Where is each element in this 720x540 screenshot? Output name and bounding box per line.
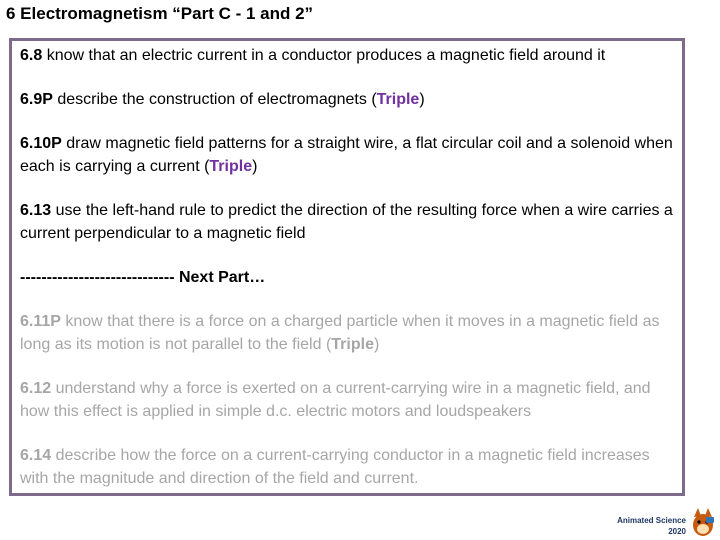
spec-item xyxy=(20,132,682,178)
spec-item xyxy=(20,199,682,245)
spec-code: 6.11P xyxy=(20,313,61,330)
spec-item xyxy=(20,444,682,490)
animated-science-logo xyxy=(617,507,716,537)
spec-text: use the left-hand rule to predict the direction of the resulting force when a wire carries a current perpendicular to a magnetic field xyxy=(20,202,673,242)
spec-suffix: ) xyxy=(419,91,425,108)
triple-tag: Triple xyxy=(331,336,374,353)
spec-code: 6.12 xyxy=(20,380,52,397)
spec-item xyxy=(20,88,682,111)
spec-text: know that there is a force on a charged particle when it moves in a magnetic field as long as its motion is not parallel to the field ( xyxy=(20,313,660,353)
spec-text: know that an electric current in a conductor produces a magnetic field around it xyxy=(42,47,606,64)
spec-code: 6.14 xyxy=(20,447,52,464)
spec-suffix: ) xyxy=(373,336,380,353)
logo-year: 2020 xyxy=(668,527,686,536)
slide-title: 6 Electromagnetism “Part C - 1 and 2” xyxy=(6,4,314,23)
spec-text: draw magnetic field patterns for a straight wire, a flat circular coil and a solenoid when each is carrying a current ( xyxy=(20,135,673,175)
spec-list xyxy=(20,44,682,511)
fox-mascot-icon xyxy=(690,507,716,537)
spec-text: understand why a force is exerted on a current-carrying wire in a magnetic field, and how this effect is applied in simple d.c. electric motors and loudspeakers xyxy=(20,380,651,420)
spec-code: 6.10P xyxy=(20,135,62,152)
logo-brand: Animated Science xyxy=(617,516,686,525)
logo-text xyxy=(617,515,686,537)
spec-suffix: ) xyxy=(252,158,258,175)
triple-tag: Triple xyxy=(376,91,420,108)
spec-text: describe how the force on a current-carrying conductor in a magnetic field increases with the magnitude and direction of the field and current. xyxy=(20,447,650,487)
spec-code: 6.13 xyxy=(20,202,52,219)
spec-item xyxy=(20,44,682,67)
next-part-divider: ----------------------------- Next Part… xyxy=(20,269,266,286)
spec-box xyxy=(9,38,685,496)
triple-tag: Triple xyxy=(209,158,253,175)
spec-code: 6.8 xyxy=(20,47,43,64)
spec-code: 6.9P xyxy=(20,91,53,108)
spec-item xyxy=(20,310,682,356)
spec-item xyxy=(20,377,682,423)
spec-text: describe the construction of electromagnets ( xyxy=(52,91,377,108)
